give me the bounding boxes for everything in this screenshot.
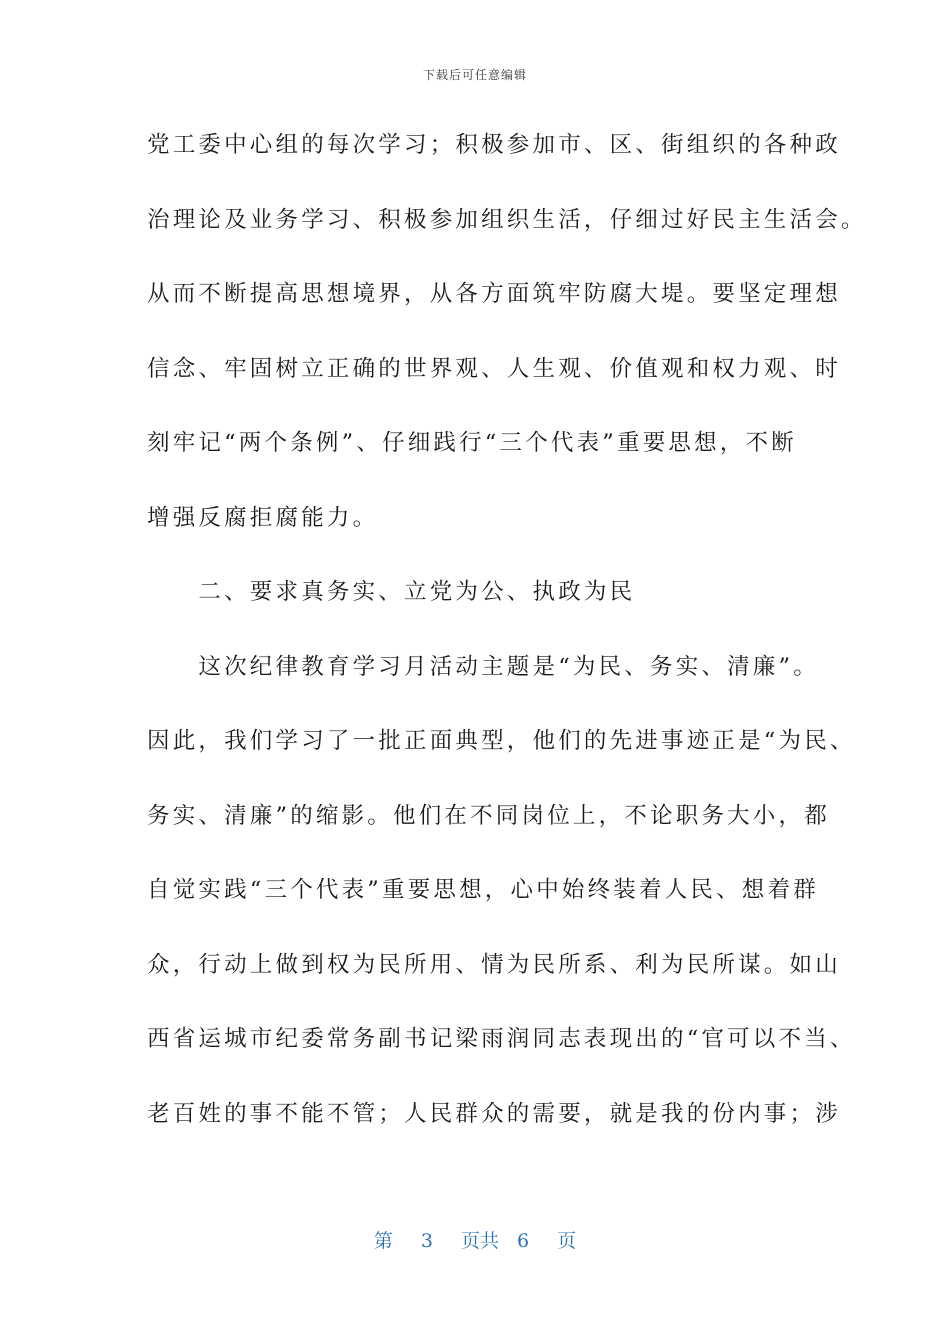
text-line: 老百姓的事不能不管；人民群众的需要，就是我的份内事；涉 (147, 1100, 841, 1127)
text-line: 西省运城市纪委常务副书记梁雨润同志表现出的“官可以不当、 (147, 1026, 856, 1052)
text-line: 务实、清廉”的缩影。他们在不同岗位上，不论职务大小，都 (147, 802, 830, 829)
text-line: 治理论及业务学习、积极参加组织生活，仔细过好民主生活会。 (147, 206, 867, 233)
current-page-number: 3 (420, 1230, 433, 1252)
document-body (147, 108, 867, 1151)
text-line: 增强反腐拒腐能力。 (147, 504, 379, 531)
text-line: 刻牢记“两个条例”、仔细践行“三个代表”重要思想，不断 (147, 430, 797, 456)
text-line: 因此，我们学习了一批正面典型，他们的先进事迹正是“为民、 (147, 728, 856, 754)
footer-prefix: 第 (373, 1230, 393, 1252)
text-line: 党工委中心组的每次学习；积极参加市、区、街组织的各种政 (147, 132, 841, 158)
text-line: 信念、牢固树立正确的世界观、人生观、价值观和权力观、时 (147, 355, 841, 382)
total-pages-number: 6 (517, 1230, 530, 1252)
header-note: 下载后可任意编辑 (422, 68, 527, 82)
footer-middle: 页共 (460, 1230, 499, 1252)
section-heading: 二、要求真务实、立党为公、执政为民 (147, 579, 636, 605)
text-line: 这次纪律教育学习月活动主题是“为民、务实、清廉”。 (147, 653, 819, 680)
page-footer (0, 1226, 950, 1253)
text-line: 众，行动上做到权为民所用、情为民所系、利为民所谋。如山 (147, 951, 841, 978)
footer-suffix: 页 (557, 1230, 577, 1252)
text-line: 从而不断提高思想境界，从各方面筑牢防腐大堤。要坚定理想 (147, 281, 841, 307)
text-line: 自觉实践“三个代表”重要思想，心中始终装着人民、想着群 (147, 877, 819, 903)
